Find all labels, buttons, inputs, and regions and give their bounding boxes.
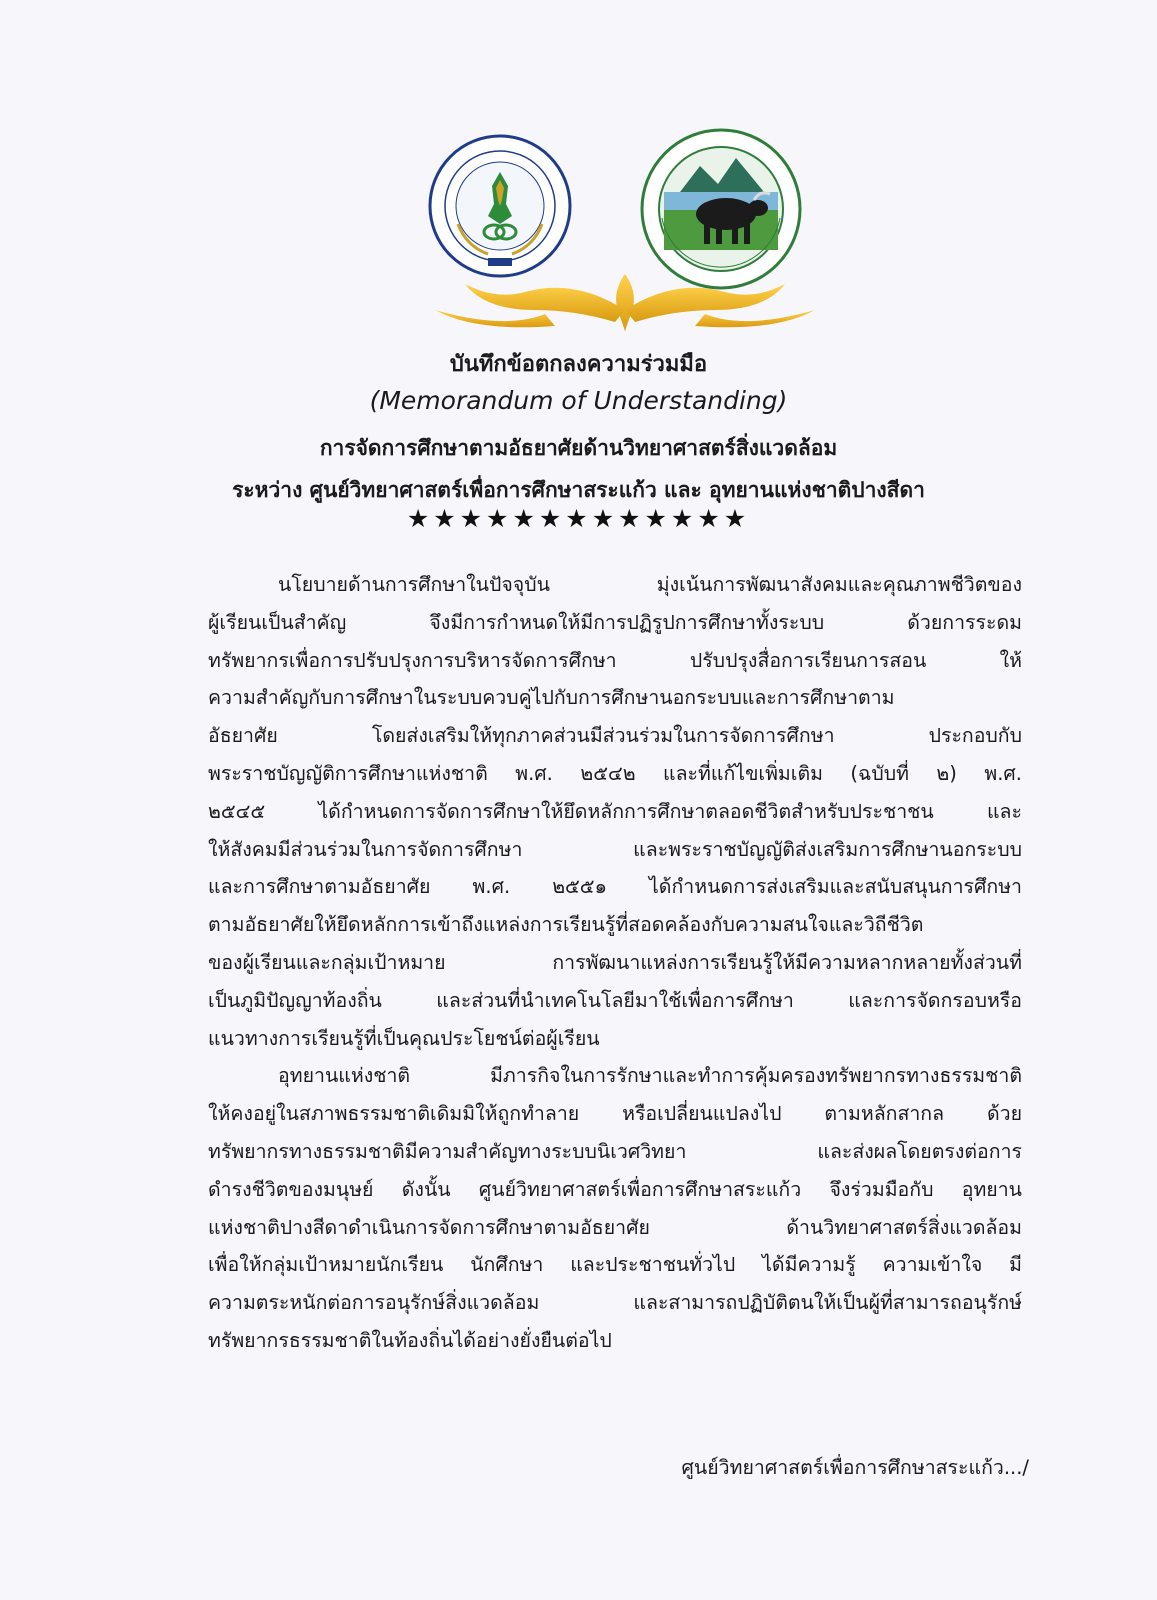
paragraph-1-line: ๒๕๔๕ ได้กำหนดการจัดการศึกษาให้ยึดหลักการศึกษาตลอดชีวิตสำหรับประชาชน และ <box>208 799 1022 823</box>
paragraph-1-line: เป็นภูมิปัญญาท้องถิ่น และส่วนที่นำเทคโนโลยีมาใช้เพื่อการศึกษา และการจัดกรอบหรือ <box>208 988 1022 1012</box>
paragraph-2-line: ความตระหนักต่อการอนุรักษ์สิ่งแวดล้อม และสามารถปฏิบัติตนให้เป็นผู้ที่สามารถอนุรักษ์ <box>208 1291 1022 1315</box>
title-english: (Memorandum of Understanding) <box>369 386 788 415</box>
paragraph-1-line: ความสำคัญกับการศึกษาในระบบควบคู่ไปกับการศึกษานอกระบบและการศึกษาตาม <box>208 686 895 710</box>
paragraph-1-line: ให้สังคมมีส่วนร่วมในการจัดการศึกษา และพระราชบัญญัติส่งเสริมการศึกษานอกระบบ <box>208 837 1022 861</box>
gold-ornament-divider <box>425 270 825 336</box>
page-continuation-footer: ศูนย์วิทยาศาสตร์เพื่อการศึกษาสระแก้ว.../ <box>681 1456 1029 1479</box>
paragraph-1-line: ผู้เรียนเป็นสำคัญ จึงมีการกำหนดให้มีการปฏิรูปการศึกษาทั้งระบบ ด้วยการระดม <box>208 610 1022 634</box>
paragraph-1-line: และการศึกษาตามอัธยาศัย พ.ศ. ๒๕๕๑ ได้กำหนดการส่งเสริมและสนับสนุนการศึกษา <box>208 875 1022 899</box>
paragraph-2-line: เพื่อให้กลุ่มเป้าหมายนักเรียน นักศึกษา และประชาชนทั่วไป ได้มีความรู้ ความเข้าใจ มี <box>208 1253 1022 1277</box>
paragraph-2-line: ดำรงชีวิตของมนุษย์ ดังนั้น ศูนย์วิทยาศาสตร์เพื่อการศึกษาสระแก้ว จึงร่วมมือกับ อุทยาน <box>208 1177 1022 1201</box>
star-divider: ★★★★★★★★★★★★★ <box>406 504 751 533</box>
paragraph-2-line: ให้คงอยู่ในสภาพธรรมชาติเดิมมิให้ถูกทำลาย หรือเปลี่ยนแปลงไป ตามหลักสากล ด้วย <box>208 1102 1022 1126</box>
title-parties: ระหว่าง ศูนย์วิทยาศาสตร์เพื่อการศึกษาสระแก้ว และ อุทยานแห่งชาติปางสีดา <box>232 478 925 502</box>
science-centre-seal-logo <box>428 134 572 278</box>
document-body <box>208 566 1022 1360</box>
paragraph-2-line: ทรัพยากรธรรมชาติในท้องถิ่นได้อย่างยั่งยืนต่อไป <box>208 1328 612 1352</box>
paragraph-2-line: แห่งชาติปางสีดาดำเนินการจัดการศึกษาตามอัธยาศัย ด้านวิทยาศาสตร์สิ่งแวดล้อม <box>208 1215 1022 1239</box>
paragraph-1-line: ตามอัธยาศัยให้ยึดหลักการเข้าถึงแหล่งการเรียนรู้ที่สอดคล้องกับความสนใจและวิถีชีวิต <box>208 913 924 937</box>
paragraph-1-line: อัธยาศัย โดยส่งเสริมให้ทุกภาคส่วนมีส่วนร่วมในการจัดการศึกษา ประกอบกับ <box>208 724 1022 748</box>
header-logos <box>0 128 1157 288</box>
paragraph-1-line: แนวทางการเรียนรู้ที่เป็นคุณประโยชน์ต่อผู้เรียน <box>208 1026 600 1050</box>
paragraph-2-line: ทรัพยากรทางธรรมชาติมีความสำคัญทางระบบนิเวศวิทยา และส่งผลโดยตรงต่อการ <box>208 1139 1022 1163</box>
paragraph-1-line: ทรัพยากรเพื่อการปรับปรุงการบริหารจัดการศึกษา ปรับปรุงสื่อการเรียนการสอน ให้ <box>208 648 1022 672</box>
paragraph-1-line: ของผู้เรียนและกลุ่มเป้าหมาย การพัฒนาแหล่งการเรียนรู้ให้มีความหลากหลายทั้งส่วนที่ <box>208 950 1022 974</box>
national-park-emblem-logo <box>640 128 802 290</box>
paragraph-1-line: นโยบายด้านการศึกษาในปัจจุบัน มุ่งเน้นการพัฒนาสังคมและคุณภาพชีวิตของ <box>278 573 1022 596</box>
paragraph-2-line: อุทยานแห่งชาติ มีภารกิจในการรักษาและทำการคุ้มครองทรัพยากรทางธรรมชาติ <box>278 1064 1022 1088</box>
title-subject: การจัดการศึกษาตามอัธยาศัยด้านวิทยาศาสตร์สิ่งแวดล้อม <box>319 436 838 460</box>
title-thai: บันทึกข้อตกลงความร่วมมือ <box>449 352 708 377</box>
paragraph-1-line: พระราชบัญญัติการศึกษาแห่งชาติ พ.ศ. ๒๕๔๒ และที่แก้ไขเพิ่มเติม (ฉบับที่ ๒) พ.ศ. <box>208 761 1022 785</box>
